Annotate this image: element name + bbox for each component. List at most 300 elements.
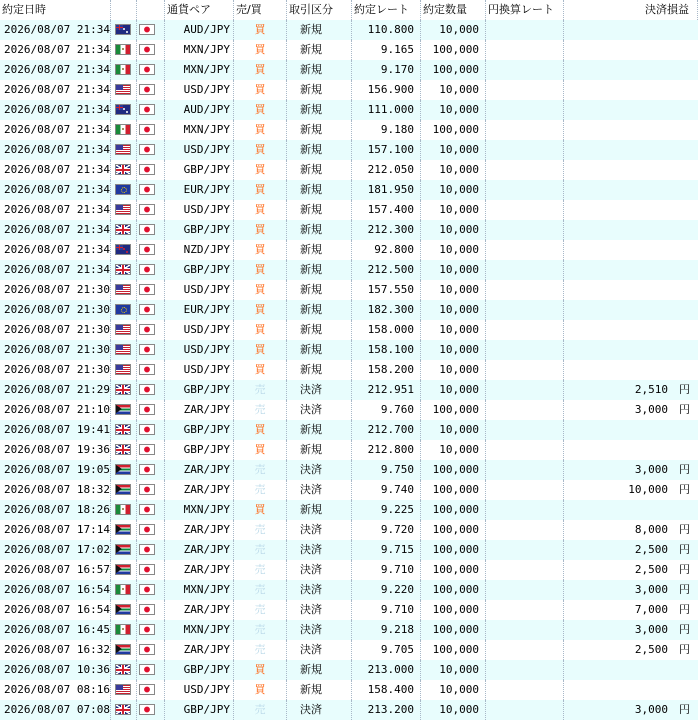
table-row[interactable] (0, 560, 698, 580)
cell-yen-rate (486, 20, 564, 40)
cell-flag-base (111, 680, 137, 700)
cell-rate: 212.050 (352, 160, 421, 180)
cell-pnl (564, 200, 698, 220)
cell-datetime: 2026/08/07 21:34 (0, 200, 111, 220)
table-row[interactable] (0, 600, 698, 620)
cell-side: 買 (234, 220, 287, 240)
table-row[interactable] (0, 20, 698, 40)
cell-datetime: 2026/08/07 10:36 (0, 660, 111, 680)
cell-flag-quote (137, 440, 165, 460)
cell-qty: 10,000 (421, 660, 486, 680)
za-flag-icon (115, 644, 131, 655)
cell-qty: 10,000 (421, 380, 486, 400)
cell-flag-quote (137, 320, 165, 340)
table-row[interactable] (0, 500, 698, 520)
mx-flag-icon (115, 504, 131, 515)
cell-pnl (564, 240, 698, 260)
cell-pair: ZAR/JPY (165, 480, 234, 500)
header-side[interactable]: 売/買 (234, 0, 287, 20)
cell-qty: 100,000 (421, 460, 486, 480)
cell-pnl (564, 180, 698, 200)
jp-flag-icon (139, 264, 155, 275)
jp-flag-icon (139, 204, 155, 215)
cell-qty: 10,000 (421, 700, 486, 720)
cell-flag-quote (137, 400, 165, 420)
cell-rate: 9.180 (352, 120, 421, 140)
jp-flag-icon (139, 364, 155, 375)
cell-type: 決済 (287, 480, 352, 500)
table-row[interactable] (0, 620, 698, 640)
cell-rate: 9.225 (352, 500, 421, 520)
cell-pnl (564, 500, 698, 520)
cell-rate: 110.800 (352, 20, 421, 40)
cell-rate: 158.200 (352, 360, 421, 380)
cell-flag-quote (137, 100, 165, 120)
cell-flag-base (111, 100, 137, 120)
cell-pnl (564, 100, 698, 120)
mx-flag-icon (115, 64, 131, 75)
cell-yen-rate (486, 40, 564, 60)
pnl-unit: 円 (679, 463, 690, 476)
cell-flag-base (111, 220, 137, 240)
cell-flag-base (111, 120, 137, 140)
cell-side: 売 (234, 600, 287, 620)
table-row[interactable] (0, 300, 698, 320)
cell-pnl (564, 300, 698, 320)
cell-yen-rate (486, 400, 564, 420)
cell-yen-rate (486, 300, 564, 320)
cell-datetime: 2026/08/07 21:34 (0, 100, 111, 120)
cell-flag-base (111, 440, 137, 460)
table-row[interactable] (0, 400, 698, 420)
cell-yen-rate (486, 560, 564, 580)
cell-yen-rate (486, 440, 564, 460)
cell-side: 売 (234, 580, 287, 600)
table-row[interactable] (0, 140, 698, 160)
jp-flag-icon (139, 84, 155, 95)
table-row[interactable] (0, 180, 698, 200)
cell-pnl (564, 40, 698, 60)
cell-flag-quote (137, 700, 165, 720)
cell-qty: 10,000 (421, 160, 486, 180)
pnl-value: 2,500 (634, 563, 668, 576)
pnl-value: 8,000 (634, 523, 668, 536)
cell-type: 新規 (287, 300, 352, 320)
jp-flag-icon (139, 104, 155, 115)
cell-flag-quote (137, 500, 165, 520)
cell-pair: GBP/JPY (165, 440, 234, 460)
cell-qty: 100,000 (421, 480, 486, 500)
cell-yen-rate (486, 460, 564, 480)
cell-flag-base (111, 560, 137, 580)
cell-yen-rate (486, 280, 564, 300)
cell-yen-rate (486, 580, 564, 600)
cell-datetime: 2026/08/07 16:54 (0, 580, 111, 600)
cell-pair: USD/JPY (165, 360, 234, 380)
cell-yen-rate (486, 160, 564, 180)
table-row[interactable] (0, 220, 698, 240)
cell-type: 決済 (287, 640, 352, 660)
cell-pair: USD/JPY (165, 680, 234, 700)
cell-side: 買 (234, 320, 287, 340)
au-flag-icon (115, 24, 131, 35)
header-type[interactable]: 取引区分 (287, 0, 352, 20)
cell-datetime: 2026/08/07 07:08 (0, 700, 111, 720)
cell-type: 新規 (287, 160, 352, 180)
cell-flag-quote (137, 160, 165, 180)
cell-datetime: 2026/08/07 21:34 (0, 220, 111, 240)
cell-type: 決済 (287, 620, 352, 640)
cell-flag-base (111, 400, 137, 420)
cell-flag-base (111, 340, 137, 360)
cell-side: 買 (234, 500, 287, 520)
cell-flag-base (111, 380, 137, 400)
table-row[interactable] (0, 700, 698, 720)
cell-qty: 100,000 (421, 640, 486, 660)
table-row[interactable] (0, 120, 698, 140)
cell-datetime: 2026/08/07 21:34 (0, 260, 111, 280)
cell-type: 新規 (287, 260, 352, 280)
cell-pnl (564, 20, 698, 40)
cell-type: 新規 (287, 320, 352, 340)
cell-datetime: 2026/08/07 21:30 (0, 280, 111, 300)
cell-pnl (564, 680, 698, 700)
table-row[interactable] (0, 460, 698, 480)
header-pnl[interactable]: 決済損益 (564, 0, 698, 20)
cell-datetime: 2026/08/07 16:54 (0, 600, 111, 620)
jp-flag-icon (139, 44, 155, 55)
jp-flag-icon (139, 444, 155, 455)
cell-qty: 10,000 (421, 320, 486, 340)
cell-flag-quote (137, 360, 165, 380)
cell-type: 新規 (287, 100, 352, 120)
cell-qty: 10,000 (421, 360, 486, 380)
cell-qty: 10,000 (421, 220, 486, 240)
cell-flag-base (111, 20, 137, 40)
cell-yen-rate (486, 320, 564, 340)
table-row[interactable] (0, 60, 698, 80)
jp-flag-icon (139, 164, 155, 175)
za-flag-icon (115, 404, 131, 415)
cell-side: 売 (234, 460, 287, 480)
cell-yen-rate (486, 420, 564, 440)
cell-rate: 157.550 (352, 280, 421, 300)
cell-rate: 9.750 (352, 460, 421, 480)
pnl-unit: 円 (679, 583, 690, 596)
mx-flag-icon (115, 44, 131, 55)
cell-pair: GBP/JPY (165, 260, 234, 280)
cell-datetime: 2026/08/07 21:10 (0, 400, 111, 420)
cell-pair: ZAR/JPY (165, 640, 234, 660)
cell-pair: ZAR/JPY (165, 600, 234, 620)
cell-side: 買 (234, 120, 287, 140)
cell-qty: 100,000 (421, 560, 486, 580)
cell-qty: 100,000 (421, 600, 486, 620)
cell-type: 新規 (287, 440, 352, 460)
cell-type: 新規 (287, 340, 352, 360)
cell-qty: 10,000 (421, 240, 486, 260)
pnl-unit: 円 (679, 383, 690, 396)
table-row[interactable] (0, 340, 698, 360)
jp-flag-icon (139, 564, 155, 575)
jp-flag-icon (139, 284, 155, 295)
cell-yen-rate (486, 700, 564, 720)
cell-side: 買 (234, 40, 287, 60)
cell-type: 新規 (287, 140, 352, 160)
cell-yen-rate (486, 680, 564, 700)
pnl-value: 2,510 (634, 383, 668, 396)
jp-flag-icon (139, 404, 155, 415)
cell-pair: AUD/JPY (165, 20, 234, 40)
cell-side: 買 (234, 680, 287, 700)
jp-flag-icon (139, 24, 155, 35)
cell-rate: 158.100 (352, 340, 421, 360)
jp-flag-icon (139, 244, 155, 255)
cell-flag-quote (137, 20, 165, 40)
cell-qty: 100,000 (421, 400, 486, 420)
cell-qty: 10,000 (421, 300, 486, 320)
cell-pnl (564, 160, 698, 180)
cell-yen-rate (486, 220, 564, 240)
cell-qty: 10,000 (421, 20, 486, 40)
cell-yen-rate (486, 500, 564, 520)
cell-flag-base (111, 140, 137, 160)
table-row[interactable] (0, 420, 698, 440)
cell-type: 新規 (287, 680, 352, 700)
cell-pnl (564, 700, 698, 720)
pnl-value: 3,000 (634, 703, 668, 716)
jp-flag-icon (139, 644, 155, 655)
cell-datetime: 2026/08/07 16:32 (0, 640, 111, 660)
cell-yen-rate (486, 480, 564, 500)
cell-flag-base (111, 700, 137, 720)
cell-flag-quote (137, 640, 165, 660)
header-yen-rate[interactable]: 円換算レート (486, 0, 564, 20)
cell-flag-base (111, 200, 137, 220)
cell-rate: 181.950 (352, 180, 421, 200)
gb-flag-icon (115, 384, 131, 395)
cell-pair: GBP/JPY (165, 420, 234, 440)
au-flag-icon (115, 104, 131, 115)
cell-qty: 100,000 (421, 500, 486, 520)
table-row[interactable] (0, 520, 698, 540)
cell-flag-quote (137, 420, 165, 440)
cell-rate: 182.300 (352, 300, 421, 320)
cell-rate: 9.710 (352, 560, 421, 580)
cell-pnl (564, 260, 698, 280)
cell-pair: USD/JPY (165, 80, 234, 100)
cell-pnl (564, 420, 698, 440)
cell-flag-base (111, 640, 137, 660)
cell-yen-rate (486, 60, 564, 80)
table-row[interactable] (0, 260, 698, 280)
pnl-unit: 円 (679, 523, 690, 536)
za-flag-icon (115, 464, 131, 475)
cell-datetime: 2026/08/07 21:30 (0, 360, 111, 380)
cell-datetime: 2026/08/07 21:30 (0, 340, 111, 360)
cell-pair: GBP/JPY (165, 380, 234, 400)
cell-datetime: 2026/08/07 19:05 (0, 460, 111, 480)
cell-pair: NZD/JPY (165, 240, 234, 260)
pnl-unit: 円 (679, 403, 690, 416)
us-flag-icon (115, 84, 131, 95)
table-row[interactable] (0, 280, 698, 300)
header-pair[interactable]: 通貨ペア (165, 0, 234, 20)
cell-yen-rate (486, 620, 564, 640)
cell-side: 買 (234, 420, 287, 440)
cell-flag-base (111, 320, 137, 340)
cell-type: 新規 (287, 180, 352, 200)
cell-qty: 100,000 (421, 620, 486, 640)
za-flag-icon (115, 544, 131, 555)
table-row[interactable] (0, 380, 698, 400)
cell-type: 決済 (287, 400, 352, 420)
jp-flag-icon (139, 344, 155, 355)
cell-yen-rate (486, 660, 564, 680)
cell-pair: ZAR/JPY (165, 560, 234, 580)
cell-side: 売 (234, 560, 287, 580)
table-row[interactable] (0, 200, 698, 220)
cell-pair: ZAR/JPY (165, 460, 234, 480)
cell-side: 買 (234, 160, 287, 180)
cell-pair: MXN/JPY (165, 580, 234, 600)
cell-datetime: 2026/08/07 08:16 (0, 680, 111, 700)
pnl-value: 2,500 (634, 543, 668, 556)
table-row[interactable] (0, 40, 698, 60)
pnl-unit: 円 (679, 703, 690, 716)
cell-qty: 100,000 (421, 40, 486, 60)
cell-type: 新規 (287, 280, 352, 300)
cell-qty: 100,000 (421, 580, 486, 600)
cell-rate: 9.705 (352, 640, 421, 660)
cell-side: 買 (234, 340, 287, 360)
jp-flag-icon (139, 64, 155, 75)
table-row[interactable] (0, 480, 698, 500)
cell-flag-quote (137, 460, 165, 480)
cell-pnl (564, 520, 698, 540)
cell-pnl (564, 480, 698, 500)
header-datetime[interactable]: 約定日時 (0, 0, 111, 20)
cell-pnl (564, 640, 698, 660)
cell-pnl (564, 80, 698, 100)
cell-flag-base (111, 540, 137, 560)
jp-flag-icon (139, 224, 155, 235)
cell-flag-quote (137, 380, 165, 400)
cell-yen-rate (486, 80, 564, 100)
table-row[interactable] (0, 80, 698, 100)
cell-datetime: 2026/08/07 19:36 (0, 440, 111, 460)
table-row[interactable] (0, 100, 698, 120)
table-row[interactable] (0, 540, 698, 560)
cell-type: 新規 (287, 80, 352, 100)
cell-pnl (564, 340, 698, 360)
gb-flag-icon (115, 164, 131, 175)
jp-flag-icon (139, 464, 155, 475)
cell-flag-quote (137, 260, 165, 280)
header-qty[interactable]: 約定数量 (421, 0, 486, 20)
table-row[interactable] (0, 160, 698, 180)
pnl-value: 2,500 (634, 643, 668, 656)
gb-flag-icon (115, 444, 131, 455)
cell-yen-rate (486, 520, 564, 540)
cell-type: 新規 (287, 240, 352, 260)
table-row[interactable] (0, 360, 698, 380)
cell-flag-quote (137, 620, 165, 640)
jp-flag-icon (139, 684, 155, 695)
table-row[interactable] (0, 680, 698, 700)
cell-qty: 10,000 (421, 340, 486, 360)
cell-flag-base (111, 180, 137, 200)
cell-datetime: 2026/08/07 18:26 (0, 500, 111, 520)
cell-rate: 92.800 (352, 240, 421, 260)
cell-flag-quote (137, 560, 165, 580)
za-flag-icon (115, 564, 131, 575)
cell-type: 新規 (287, 60, 352, 80)
cell-type: 新規 (287, 220, 352, 240)
jp-flag-icon (139, 524, 155, 535)
table-row[interactable] (0, 240, 698, 260)
cell-rate: 111.000 (352, 100, 421, 120)
us-flag-icon (115, 144, 131, 155)
pnl-value: 3,000 (634, 623, 668, 636)
jp-flag-icon (139, 604, 155, 615)
cell-flag-quote (137, 660, 165, 680)
table-row[interactable] (0, 640, 698, 660)
cell-yen-rate (486, 640, 564, 660)
cell-side: 売 (234, 400, 287, 420)
cell-yen-rate (486, 180, 564, 200)
eu-flag-icon (115, 184, 131, 195)
cell-side: 買 (234, 300, 287, 320)
jp-flag-icon (139, 424, 155, 435)
cell-rate: 9.715 (352, 540, 421, 560)
gb-flag-icon (115, 664, 131, 675)
table-row[interactable] (0, 440, 698, 460)
cell-type: 決済 (287, 700, 352, 720)
cell-pair: GBP/JPY (165, 660, 234, 680)
table-row[interactable] (0, 320, 698, 340)
cell-qty: 10,000 (421, 260, 486, 280)
cell-type: 新規 (287, 360, 352, 380)
cell-flag-base (111, 420, 137, 440)
cell-side: 買 (234, 200, 287, 220)
jp-flag-icon (139, 704, 155, 715)
cell-yen-rate (486, 380, 564, 400)
cell-type: 決済 (287, 460, 352, 480)
cell-rate: 212.700 (352, 420, 421, 440)
table-row[interactable] (0, 580, 698, 600)
cell-rate: 212.800 (352, 440, 421, 460)
cell-flag-quote (137, 300, 165, 320)
pnl-unit: 円 (679, 643, 690, 656)
cell-yen-rate (486, 360, 564, 380)
cell-datetime: 2026/08/07 17:02 (0, 540, 111, 560)
cell-yen-rate (486, 200, 564, 220)
cell-pnl (564, 140, 698, 160)
cell-pair: AUD/JPY (165, 100, 234, 120)
cell-yen-rate (486, 240, 564, 260)
table-row[interactable] (0, 660, 698, 680)
cell-pair: MXN/JPY (165, 500, 234, 520)
header-rate[interactable]: 約定レート (352, 0, 421, 20)
cell-pnl (564, 460, 698, 480)
cell-datetime: 2026/08/07 21:34 (0, 140, 111, 160)
gb-flag-icon (115, 424, 131, 435)
cell-rate: 158.000 (352, 320, 421, 340)
cell-flag-quote (137, 480, 165, 500)
cell-yen-rate (486, 540, 564, 560)
za-flag-icon (115, 604, 131, 615)
